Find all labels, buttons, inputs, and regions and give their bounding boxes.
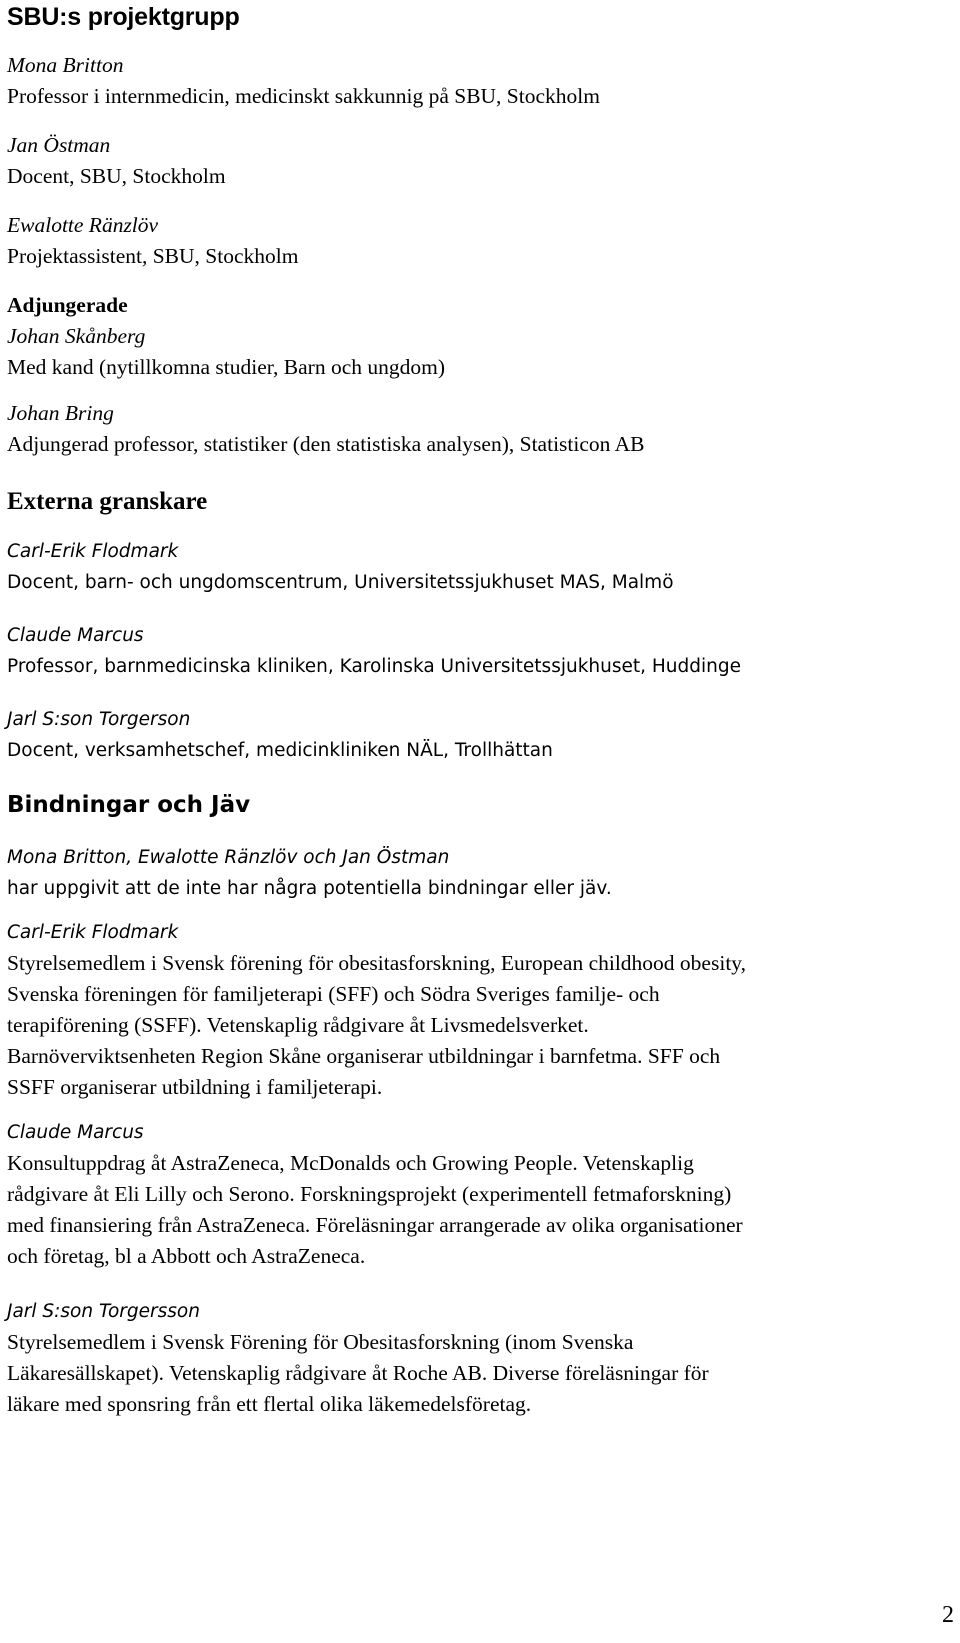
conflict-line: och företag, bl a Abbott och AstraZeneca.: [7, 1244, 366, 1268]
conflict-line: Konsultuppdrag åt AstraZeneca, McDonalds och Growing People. Vetenskaplig: [7, 1151, 694, 1175]
reviewer-role: Professor, barnmedicinska kliniken, Karolinska Universitetssjukhuset, Huddinge: [7, 656, 742, 677]
member-block-1: [7, 50, 952, 112]
reviewer-block-2: [7, 620, 952, 682]
conflict-name: Claude Marcus: [7, 1122, 144, 1143]
reviewer-role: Docent, barn- och ungdomscentrum, Universitetssjukhuset MAS, Malmö: [7, 572, 674, 593]
conflict-entry-2: [7, 917, 952, 1103]
adjunct-heading: Adjungerade: [7, 293, 128, 317]
reviewer-name: Jarl S:son Torgerson: [7, 709, 191, 730]
adjunct-block-2: [7, 398, 952, 460]
reviewer-block-3: [7, 704, 952, 766]
member-block-2: [7, 130, 952, 192]
conflicts-heading: Bindningar och Jäv: [7, 792, 251, 818]
conflict-line: SSFF organiserar utbildning i familjeterapi.: [7, 1075, 383, 1099]
member-block-3: [7, 210, 952, 272]
adjunct-section: [7, 290, 952, 383]
conflict-entry-4: [7, 1296, 952, 1420]
external-heading-block: [7, 486, 952, 517]
conflict-name: Jarl S:son Torgersson: [7, 1301, 200, 1322]
conflict-line: rådgivare åt Eli Lilly och Serono. Forskningsprojekt (experimentell fetmaforskning): [7, 1182, 732, 1206]
conflict-line: Styrelsemedlem i Svensk förening för obesitasforskning, European childhood obesity,: [7, 951, 747, 975]
conflict-line: Styrelsemedlem i Svensk Förening för Obesitasforskning (inom Svenska: [7, 1330, 634, 1354]
member-name: Ewalotte Ränzlöv: [7, 213, 159, 237]
member-role: Professor i internmedicin, medicinskt sakkunnig på SBU, Stockholm: [7, 84, 600, 108]
conflict-entry-1: [7, 842, 952, 904]
reviewer-role: Docent, verksamhetschef, medicinkliniken NÄL, Trollhättan: [7, 740, 553, 761]
page-number: 2: [942, 1602, 954, 1628]
conflict-line: terapiförening (SSFF). Vetenskaplig rådgivare åt Livsmedelsverket.: [7, 1013, 589, 1037]
conflict-entry-3: [7, 1117, 952, 1272]
adjunct-role: Med kand (nytillkomna studier, Barn och ungdom): [7, 355, 446, 379]
member-role: Projektassistent, SBU, Stockholm: [7, 244, 299, 268]
conflict-line: har uppgivit att de inte har några potentiella bindningar eller jäv.: [7, 878, 612, 899]
reviewer-name: Carl-Erik Flodmark: [7, 541, 179, 562]
adjunct-name: Johan Bring: [7, 401, 114, 425]
adjunct-name: Johan Skånberg: [7, 324, 146, 348]
conflict-line: Läkaresällskapet). Vetenskaplig rådgivare åt Roche AB. Diverse föreläsningar för: [7, 1361, 709, 1385]
member-name: Mona Britton: [7, 53, 124, 77]
reviewer-block-1: [7, 536, 952, 598]
conflict-line: läkare med sponsring från ett flertal olika läkemedelsföretag.: [7, 1392, 532, 1416]
conflict-name: Mona Britton, Ewalotte Ränzlöv och Jan Östman: [7, 847, 450, 868]
member-name: Jan Östman: [7, 133, 111, 157]
adjunct-role: Adjungerad professor, statistiker (den statistiska analysen), Statisticon AB: [7, 432, 645, 456]
conflict-name: Carl-Erik Flodmark: [7, 922, 179, 943]
conflict-line: Barnöverviktsenheten Region Skåne organiserar utbildningar i barnfetma. SFF och: [7, 1044, 721, 1068]
conflict-line: med finansiering från AstraZeneca. Föreläsningar arrangerade av olika organisationer: [7, 1213, 743, 1237]
conflict-line: Svenska föreningen för familjeterapi (SFF) och Södra Sveriges familje- och: [7, 982, 660, 1006]
member-role: Docent, SBU, Stockholm: [7, 164, 226, 188]
page-title: SBU:s projektgrupp: [7, 3, 240, 31]
reviewer-name: Claude Marcus: [7, 625, 144, 646]
external-heading: Externa granskare: [7, 488, 208, 515]
conflicts-heading-block: [7, 790, 952, 821]
